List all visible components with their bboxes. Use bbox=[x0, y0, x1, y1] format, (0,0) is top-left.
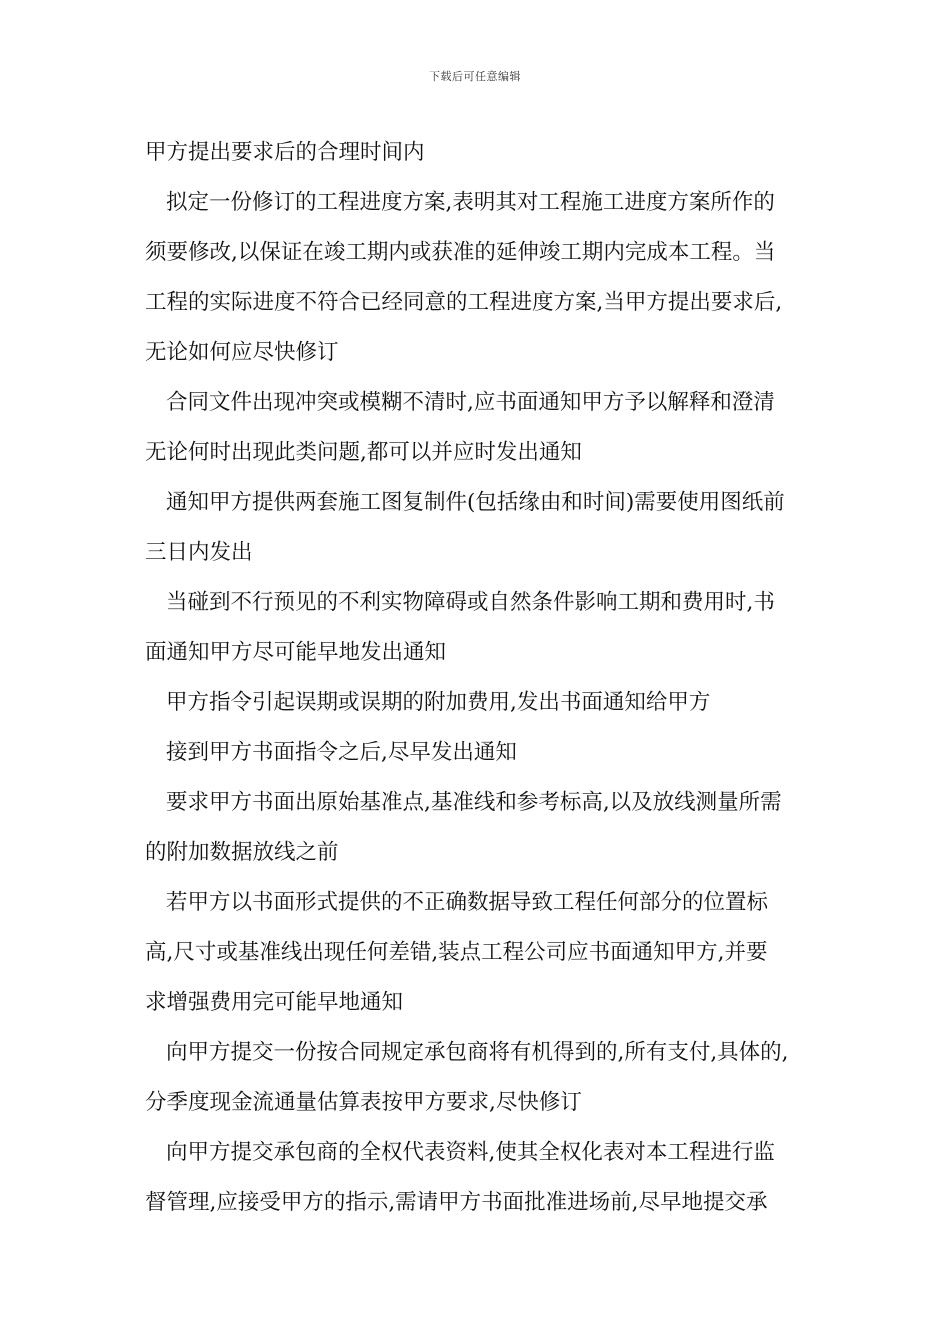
text-line-17: 高,尺寸或基准线出现任何差错,装点工程公司应书面通知甲方,并要 bbox=[145, 940, 768, 965]
text-line-18: 求增强费用完可能早地通知 bbox=[145, 990, 404, 1015]
text-line-14: 要求甲方书面出原始基准点,基准线和参考标高,以及放线测量所需 bbox=[166, 790, 782, 815]
text-line-15: 的附加数据放线之前 bbox=[145, 840, 339, 865]
text-line-6: 合同文件出现冲突或模糊不清时,应书面通知甲方予以解释和澄清 bbox=[166, 390, 775, 415]
text-line-8: 通知甲方提供两套施工图复制件(包括缘由和时间)需要使用图纸前 bbox=[166, 490, 785, 515]
text-line-20: 分季度现金流通量估算表按甲方要求,尽快修订 bbox=[145, 1090, 582, 1115]
text-line-9: 三日内发出 bbox=[145, 540, 253, 565]
text-line-21: 向甲方提交承包商的全权代表资料,使其全权化表对本工程进行监 bbox=[166, 1140, 775, 1165]
text-line-12: 甲方指令引起误期或误期的附加费用,发出书面通知给甲方 bbox=[166, 690, 711, 715]
text-line-5: 无论如何应尽快修订 bbox=[145, 340, 339, 365]
document-body bbox=[145, 128, 810, 1228]
text-line-3: 须要修改,以保证在竣工期内或获准的延伸竣工期内完成本工程。当 bbox=[145, 240, 776, 265]
text-line-2: 拟定一份修订的工程进度方案,表明其对工程施工进度方案所作的 bbox=[166, 190, 775, 215]
text-line-19: 向甲方提交一份按合同规定承包商将有机得到的,所有支付,具体的, bbox=[166, 1040, 789, 1065]
text-line-10: 当碰到不行预见的不利实物障碍或自然条件影响工期和费用时,书 bbox=[166, 590, 775, 615]
text-line-1: 甲方提出要求后的合理时间内 bbox=[145, 140, 425, 165]
text-line-7: 无论何时出现此类问题,都可以并应时发出通知 bbox=[145, 440, 582, 465]
header-note: 下载后可任意编辑 bbox=[429, 70, 521, 83]
text-line-4: 工程的实际进度不符合已经同意的工程进度方案,当甲方提出要求后, bbox=[145, 290, 783, 315]
text-line-16: 若甲方以书面形式提供的不正确数据导致工程任何部分的位置标 bbox=[166, 890, 769, 915]
text-line-22: 督管理,应接受甲方的指示,需请甲方书面批准进场前,尽早地提交承 bbox=[145, 1190, 768, 1215]
text-line-13: 接到甲方书面指令之后,尽早发出通知 bbox=[166, 740, 517, 765]
text-line-11: 面通知甲方尽可能早地发出通知 bbox=[145, 640, 447, 665]
